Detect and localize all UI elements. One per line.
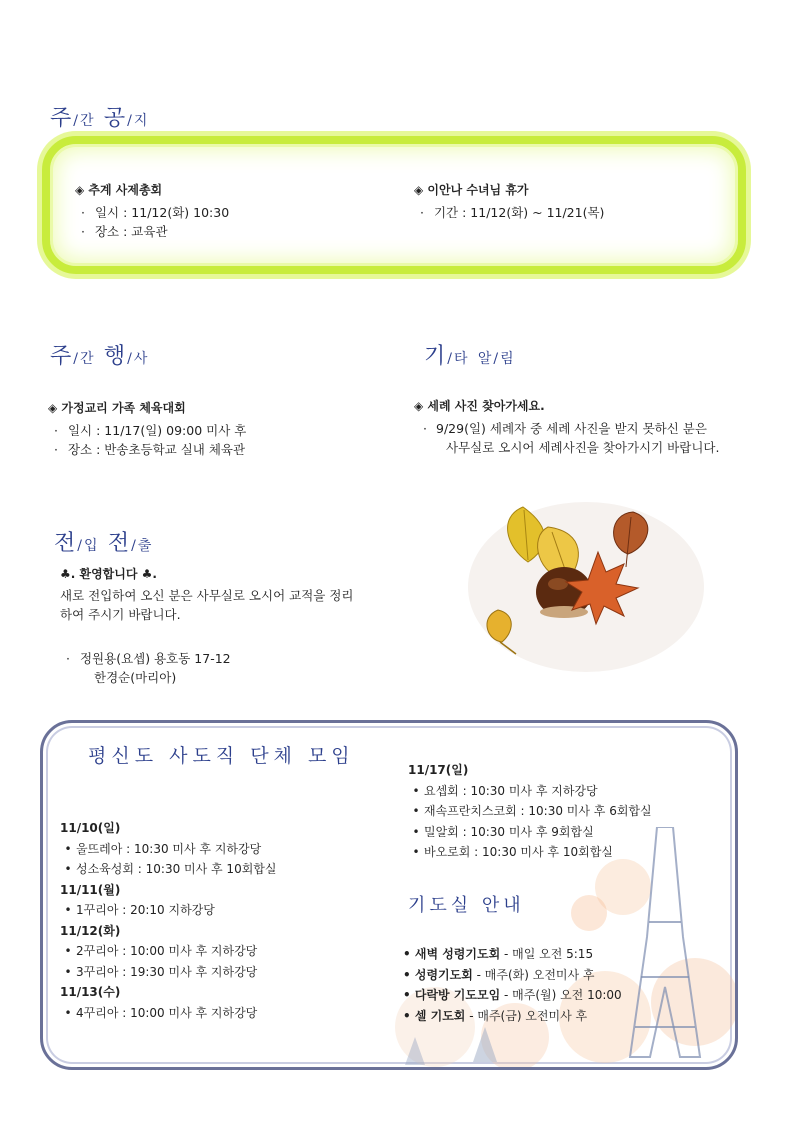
schedule-item: • 3꾸리아 : 19:30 미사 후 지하강당 bbox=[64, 964, 258, 979]
notice-right-title: ◈ 이안나 수녀님 휴가 bbox=[414, 183, 529, 197]
prayer-item: • 다락방 기도모임 - 매주(월) 오전 10:00 bbox=[403, 988, 622, 1002]
transfer-line: 새로 전입하여 오신 분은 사무실로 오시어 교적을 정리 bbox=[60, 588, 354, 603]
other-news-line: 사무실로 오시어 세례사진을 찾아가시기 바랍니다. bbox=[446, 440, 720, 455]
other-news-title: ◈ 세례 사진 찾아가세요. bbox=[414, 399, 545, 413]
schedule-day: 11/11(월) bbox=[60, 882, 121, 897]
schedule-day: 11/17(일) bbox=[408, 763, 469, 777]
other-news-line: · 9/29(일) 세례자 중 세례 사진을 받지 못하신 분은 bbox=[423, 421, 707, 436]
schedule-item: • 성소육성회 : 10:30 미사 후 10회합실 bbox=[64, 862, 277, 876]
other-news-body bbox=[414, 397, 719, 457]
notice-left-line: · 일시 : 11/12(화) 10:30 bbox=[81, 205, 230, 220]
transfer-body bbox=[60, 565, 353, 687]
weekly-events-line: · 일시 : 11/17(일) 09:00 미사 후 bbox=[54, 423, 247, 438]
schedule-item: • 요셉회 : 10:30 미사 후 지하강당 bbox=[412, 783, 598, 798]
schedule-item: • 울뜨레아 : 10:30 미사 후 지하강당 bbox=[64, 841, 262, 856]
prayer-item: • 성령기도회 - 매주(화) 오전미사 후 bbox=[403, 967, 595, 982]
weekly-events-body bbox=[48, 399, 246, 459]
prayer-room-list bbox=[403, 944, 622, 1026]
transfer-welcome: ♣. 환영합니다 ♣. bbox=[60, 567, 157, 581]
group-schedule-right bbox=[408, 760, 652, 863]
weekly-events-title: ◈ 가정교리 가족 체육대회 bbox=[48, 401, 186, 415]
notice-left bbox=[75, 181, 229, 241]
group-schedule-left bbox=[60, 818, 276, 1023]
transfer-line: 하여 주시기 바랍니다. bbox=[60, 607, 181, 622]
notice-right bbox=[414, 181, 604, 222]
notice-left-line: · 장소 : 교육관 bbox=[81, 224, 168, 239]
notice-right-line: · 기간 : 11/12(화) ~ 11/21(목) bbox=[420, 205, 605, 220]
schedule-item: • 1꾸리아 : 20:10 지하강당 bbox=[64, 903, 215, 917]
weekly-notice-heading: 주/간 공/지 bbox=[50, 106, 150, 131]
prayer-item: • 셀 기도회 - 매주(금) 오전미사 후 bbox=[403, 1008, 588, 1023]
transfer-person: · 정원용(요셉) 용호동 17-12 bbox=[66, 651, 231, 666]
schedule-item: • 4꾸리아 : 10:00 미사 후 지하강당 bbox=[64, 1005, 258, 1020]
schedule-item: • 재속프란치스코회 : 10:30 미사 후 6회합실 bbox=[412, 804, 652, 818]
schedule-day: 11/12(화) bbox=[60, 923, 121, 938]
schedule-day: 11/13(수) bbox=[60, 985, 121, 999]
prayer-room-heading: 기도실 안내 bbox=[408, 895, 525, 916]
schedule-item: • 바오로회 : 10:30 미사 후 10회합실 bbox=[412, 845, 613, 859]
weekly-events-heading: 주/간 행/사 bbox=[50, 344, 150, 369]
schedule-item: • 2꾸리아 : 10:00 미사 후 지하강당 bbox=[64, 944, 258, 958]
autumn-leaves-illustration bbox=[468, 492, 704, 672]
schedule-day: 11/10(일) bbox=[60, 821, 121, 835]
transfer-person: 한경순(마리아) bbox=[94, 670, 177, 685]
transfer-heading: 전/입 전/출 bbox=[54, 531, 154, 556]
other-news-heading: 기/타 알/림 bbox=[424, 344, 516, 369]
prayer-item: • 새벽 성령기도회 - 매일 오전 5:15 bbox=[403, 947, 594, 961]
schedule-item: • 밀알회 : 10:30 미사 후 9회합실 bbox=[412, 824, 594, 839]
group-meetings-heading: 평신도 사도직 단체 모임 bbox=[88, 745, 355, 767]
notice-left-title: ◈ 추계 사제총회 bbox=[75, 183, 163, 197]
weekly-events-line: · 장소 : 반송초등학교 실내 체육관 bbox=[54, 442, 246, 457]
